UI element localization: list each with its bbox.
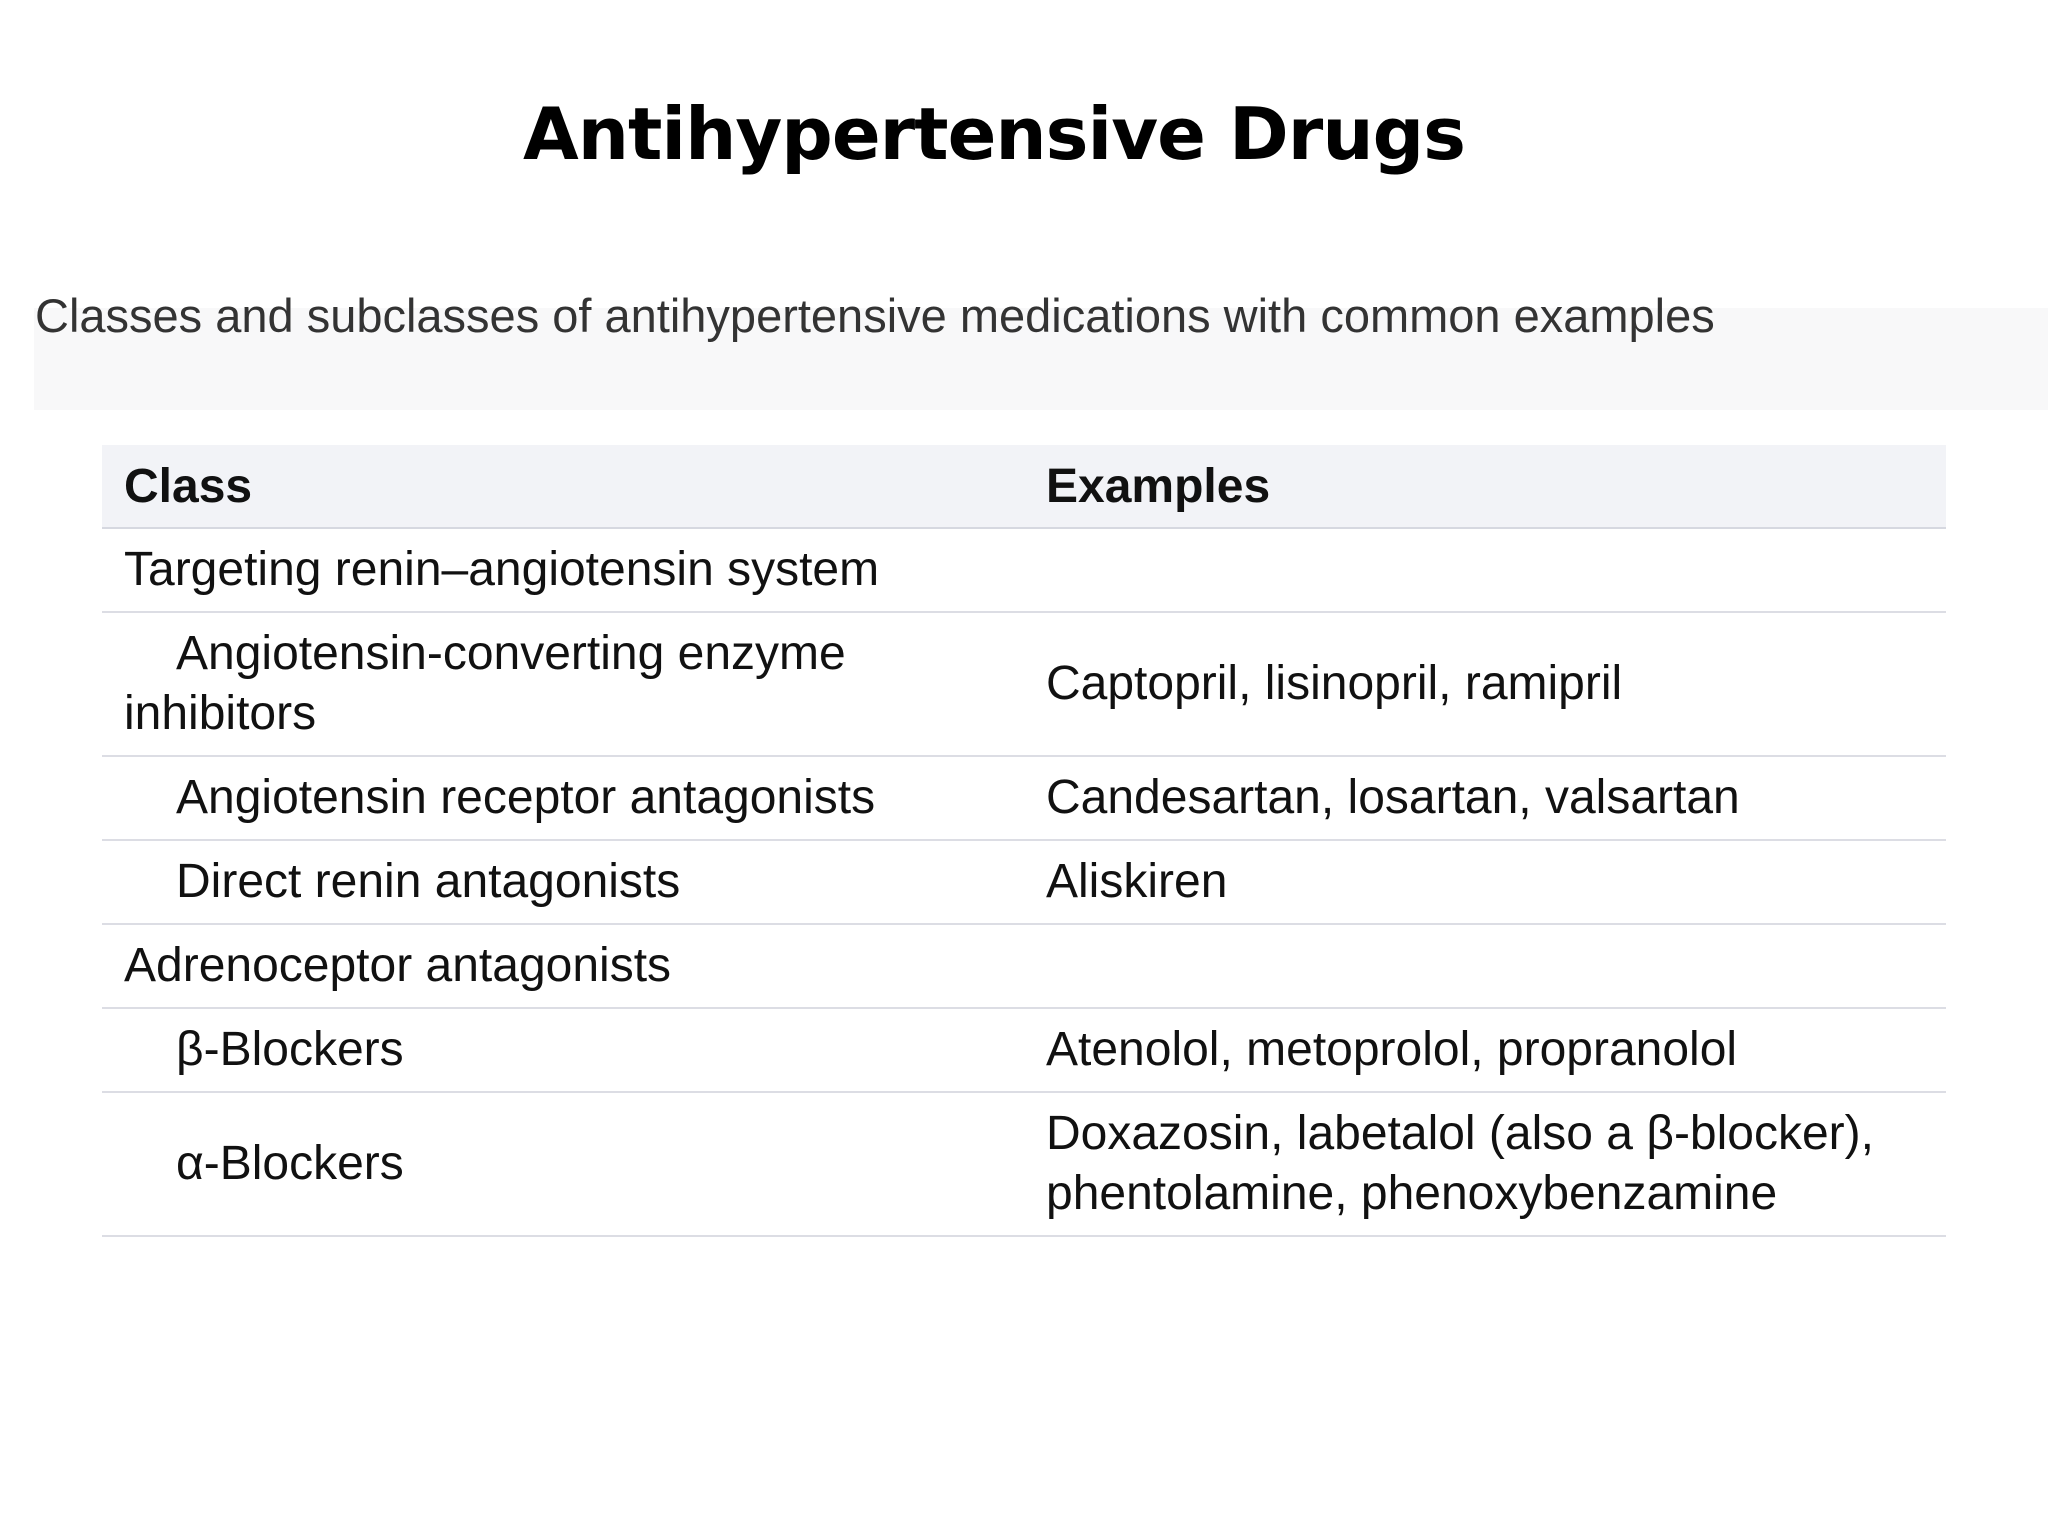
- class-cell: Angiotensin-converting enzyme inhibitors: [102, 612, 1024, 756]
- table-row: [102, 1092, 1946, 1236]
- examples-cell: Doxazosin, labetalol (also a β-blocker), phentolamine, phenoxybenzamine: [1024, 1092, 1946, 1236]
- examples-cell: Candesartan, losartan, valsartan: [1024, 756, 1946, 840]
- table-row: [102, 528, 1946, 612]
- examples-cell: Captopril, lisinopril, ramipril: [1024, 612, 1946, 756]
- table-row: [102, 1008, 1946, 1092]
- examples-cell: [1024, 528, 1946, 612]
- class-cell: Adrenoceptor antagonists: [102, 924, 1024, 1008]
- class-cell: α-Blockers: [102, 1092, 1024, 1236]
- examples-cell: Aliskiren: [1024, 840, 1946, 924]
- header-examples: Examples: [1024, 445, 1946, 528]
- class-cell: Targeting renin–angiotensin system: [102, 528, 1024, 612]
- class-cell: Direct renin antagonists: [102, 840, 1024, 924]
- slide-title: Antihypertensive Drugs: [523, 92, 1465, 176]
- examples-cell: [1024, 924, 1946, 1008]
- drug-class-table: [102, 445, 1946, 1237]
- header-class: Class: [102, 445, 1024, 528]
- class-cell: β-Blockers: [102, 1008, 1024, 1092]
- table-header-row: [102, 445, 1946, 528]
- table-row: [102, 924, 1946, 1008]
- class-cell: Angiotensin receptor antagonists: [102, 756, 1024, 840]
- table-row: [102, 756, 1946, 840]
- examples-cell: Atenolol, metoprolol, propranolol: [1024, 1008, 1946, 1092]
- table-row: [102, 840, 1946, 924]
- subtitle: Classes and subclasses of antihypertensive medications with common examples: [35, 289, 1715, 342]
- table-row: [102, 612, 1946, 756]
